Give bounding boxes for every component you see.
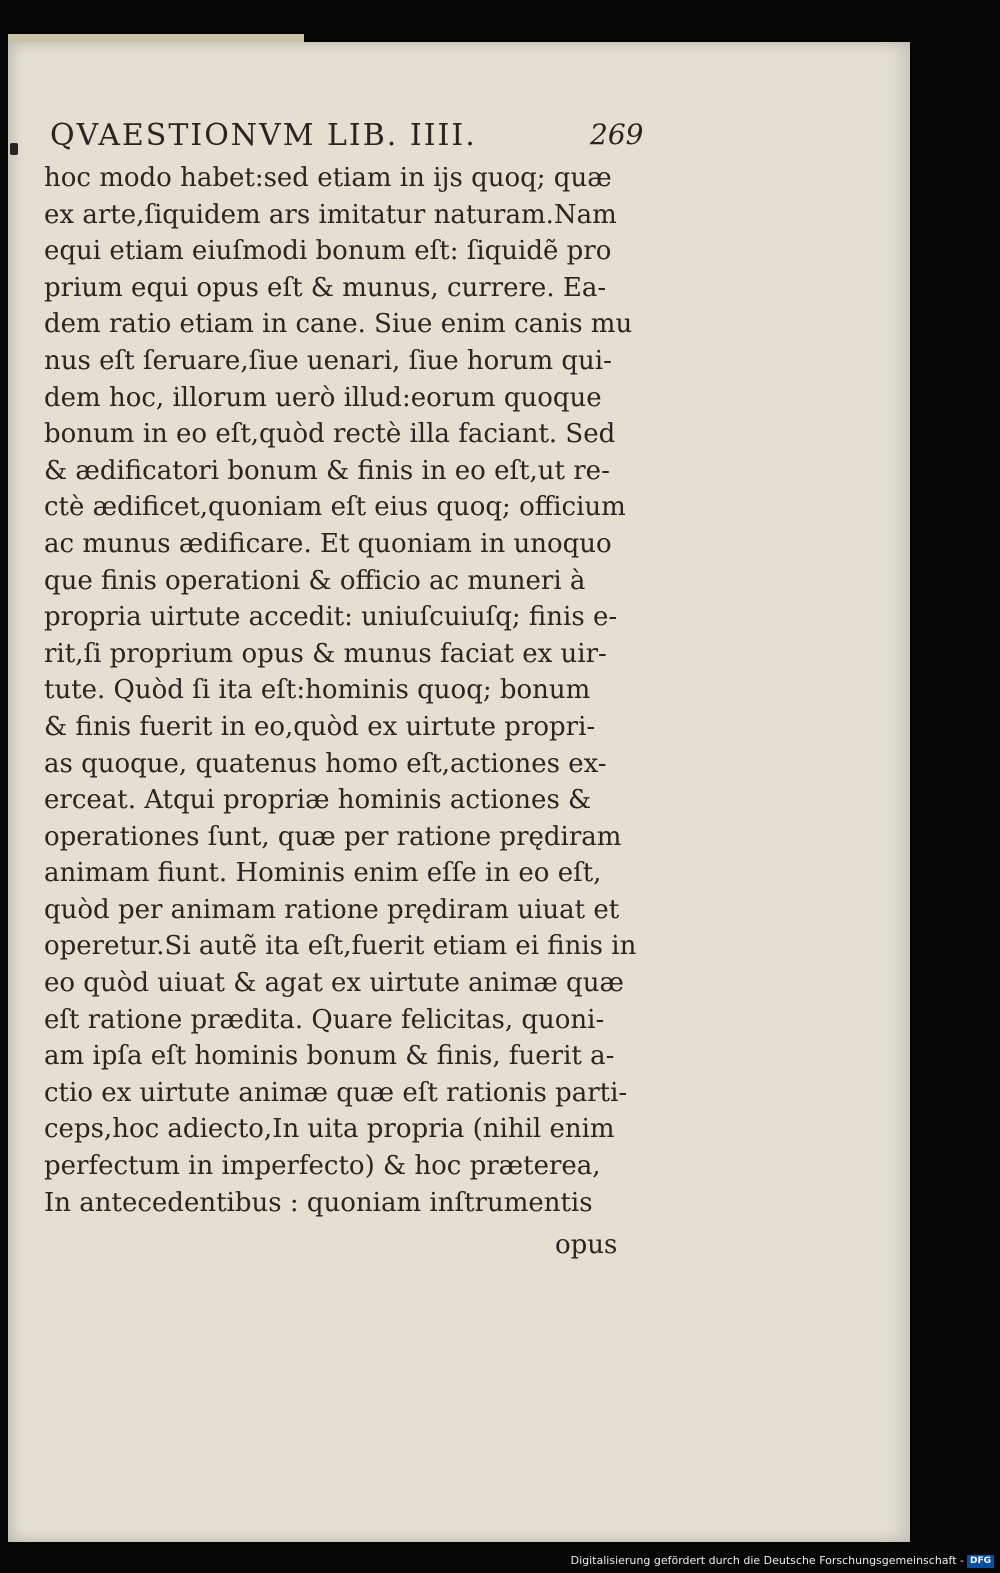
text-line: ex arte,ſiquidem ars imitatur naturam.Nam	[44, 199, 617, 230]
margin-mark	[10, 143, 18, 155]
text-line: animam fiunt. Hominis enim eſſe in eo eſt,	[44, 858, 602, 889]
text-line: & finis fuerit in eo,quòd ex uirtute propri-	[44, 711, 596, 742]
text-line: prium equi opus eſt & munus, currere. Ea-	[44, 272, 607, 303]
text-line: operetur.Si autẽ ita eſt,fuerit etiam ei finis in	[44, 931, 637, 962]
running-title: QVAESTIONVM LIB. IIII.	[50, 118, 477, 153]
text-line: In antecedentibus : quoniam inſtrumentis	[44, 1187, 593, 1218]
text-line: eo quòd uiuat & agat ex uirtute animæ quæ	[44, 968, 624, 999]
text-line: perfectum in imperfecto) & hoc prætereа,	[44, 1151, 601, 1182]
text-line: dem hoc, illorum uerò illud:eorum quoque	[44, 382, 602, 413]
text-line: rit,ſi proprium opus & munus faciat ex uir-	[44, 638, 607, 669]
text-line: que finis operationi & officio ac muneri à	[44, 565, 586, 596]
running-head	[50, 118, 650, 158]
text-line: eſt ratione prædita. Quare felicitas, quoni-	[44, 1004, 605, 1035]
text-line: propria uirtute accedit: uniuſcuiuſq; finis e-	[44, 602, 618, 633]
text-line: am ipſa eſt hominis bonum & finis, fuerit a-	[44, 1041, 615, 1072]
text-line: as quoque, quatenus homo eſt,actiones ex-	[44, 748, 607, 779]
digitization-credit: Digitalisierung gefördert durch die Deutsche Forschungsgemeinschaft -	[570, 1554, 964, 1567]
text-line: ctè ædificet,quoniam eſt eius quoq; officium	[44, 492, 626, 523]
page-number: 269	[590, 118, 644, 151]
text-line: ceps,hoc adiecto,In uita propria (nihil enim	[44, 1114, 615, 1145]
body-text	[44, 160, 644, 1221]
text-line: ac munus ædificare. Et quoniam in unoquo	[44, 528, 612, 559]
text-line: operationes ſunt, quæ per ratione prędiram	[44, 821, 622, 852]
text-line: nus eſt ſeruare,ſiue uenari, ſiue horum qui-	[44, 345, 612, 376]
text-line: hoc modo habet:sed etiam in ijs quoq; quæ	[44, 163, 612, 193]
text-line: & ædificatori bonum & finis in eo eſt,ut re-	[44, 455, 610, 486]
catchword: opus	[555, 1230, 618, 1260]
text-line: equi etiam eiuſmodi bonum eſt: ſiquidẽ pro	[44, 236, 612, 267]
text-line: dem ratio etiam in cane. Siue enim canis mu	[44, 309, 633, 340]
text-line: tute. Quòd ſi ita eſt:hominis quoq; bonum	[44, 675, 591, 706]
text-line: ctio ex uirtute animæ quæ eſt rationis parti-	[44, 1077, 628, 1108]
text-line: bonum in eo eſt,quòd rectè illa faciant. Sed	[44, 419, 616, 450]
text-line: erceat. Atqui propriæ hominis actiones &	[44, 785, 592, 816]
text-line: quòd per animam ratione prędiram uiuat et	[44, 894, 620, 925]
dfg-logo: DFG	[967, 1555, 994, 1568]
